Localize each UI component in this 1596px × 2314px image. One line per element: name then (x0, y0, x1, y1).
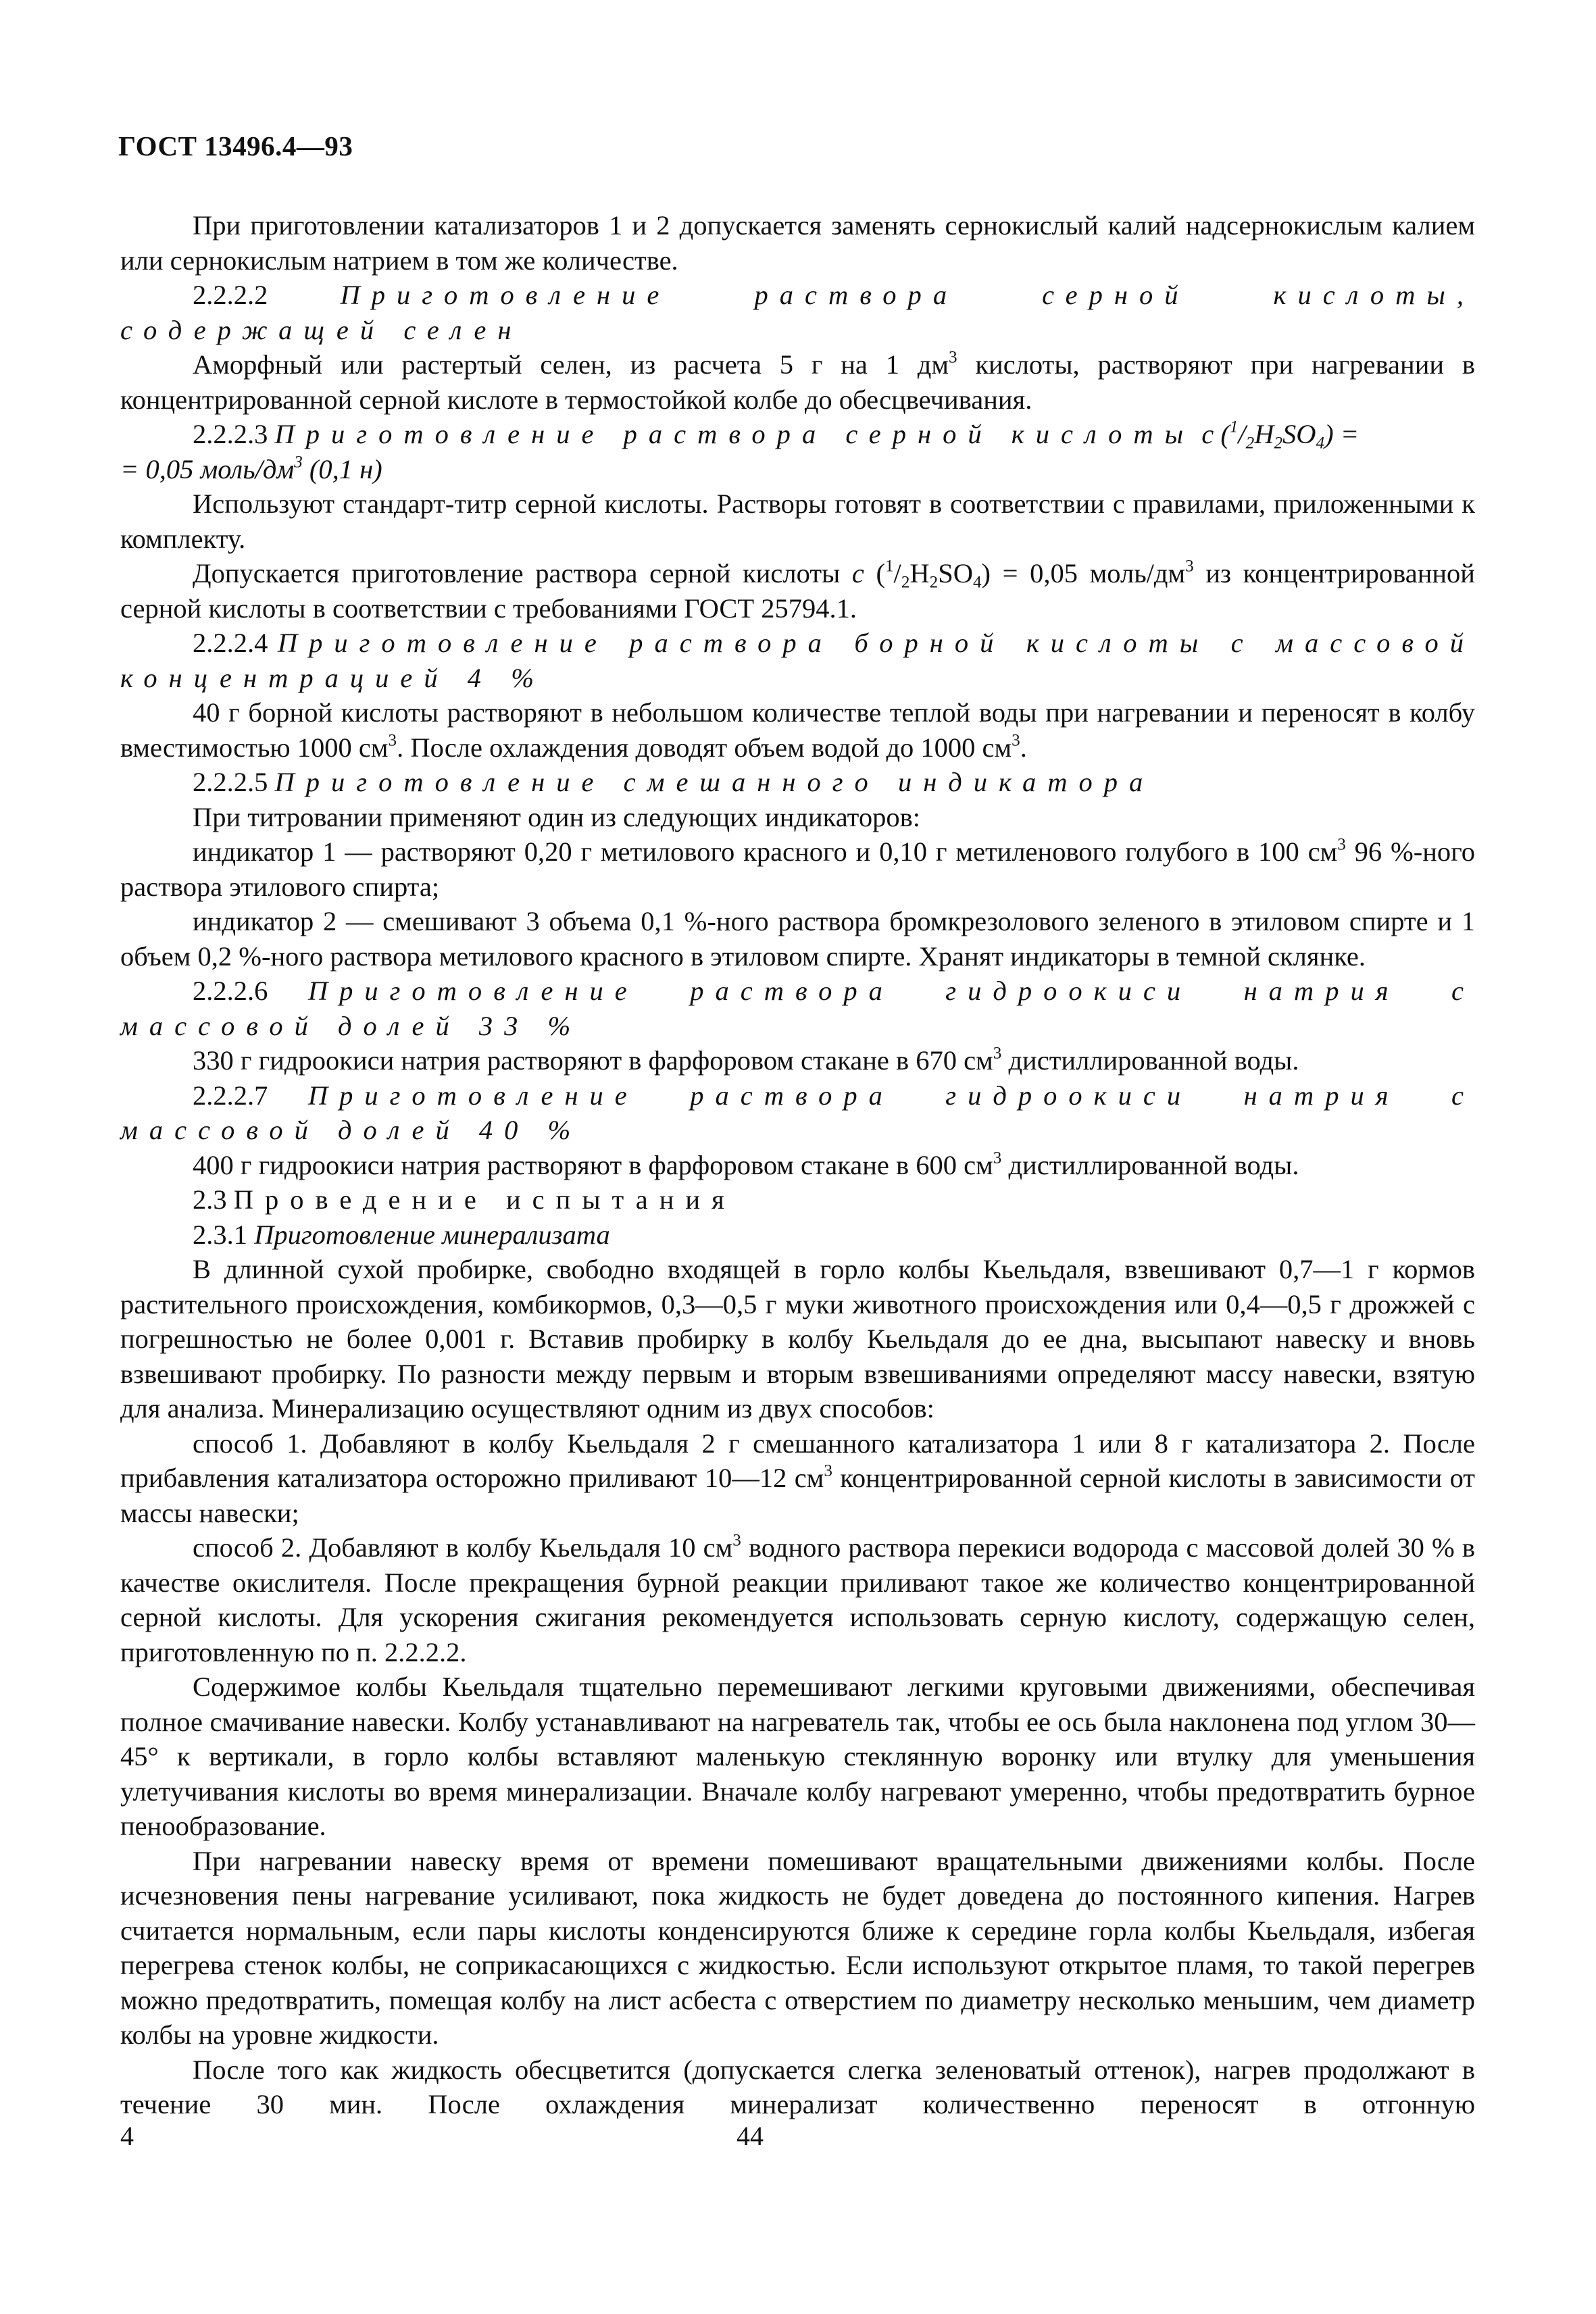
paragraph: индикатор 1 — растворяют 0,20 г метилового красного и 0,10 г метиленового голубого в 100 $см^3$ 96 %-ного раствора этилового спирта; (120, 835, 1475, 902)
section-number: 2.3.1 (193, 1219, 247, 1250)
section-heading-2-2-2-7 (120, 1078, 1475, 1148)
section-title: Приготовление раствора гидроокиси натрия с массовой долей 33 % (120, 976, 1475, 1041)
section-title: Приготовление раствора серной кислоты, содержащей селен (120, 280, 1475, 345)
section-title: Проведение испытания (233, 1184, 736, 1215)
formula: с $(^1/_2H_2SO_4)$ = (1201, 418, 1360, 453)
section-heading-2-2-2-5 (120, 765, 1475, 800)
formula-continuation: = 0,05 моль/$дм^3$ (0,1 н) (120, 453, 382, 484)
section-number: 2.2.2.6 (193, 976, 268, 1006)
section-title: Приготовление минерализата (254, 1219, 610, 1250)
section-heading-2-2-2-4 (120, 626, 1475, 695)
paragraph: способ 1. Добавляют в колбу Кьельдаля 2 г смешанного катализатора 1 или 8 г катализатора 2. После прибавления катализатора осторожно приливают 10—12 $см^3$ концентрированной серной кислоты в зависимости от массы навески; (120, 1428, 1475, 1528)
paragraph: При приготовлении катализаторов 1 и 2 допускается заменять сернокислый калий надсернокислым калием или сернокислым натрием в том же количестве. (120, 210, 1475, 276)
paragraph: 400 г гидроокиси натрия растворяют в фарфоровом стакане в 600 $см^3$ дистиллированной воды. (193, 1149, 1299, 1180)
paragraph: После того как жидкость обесцветится (допускается слегка зеленоватый оттенок), нагрев продолжают в течение 30 мин. После охлаждения минерализат количественно переносят в отгонную (120, 2054, 1475, 2119)
section-title: Приготовление раствора серной кислоты (274, 419, 1195, 449)
paragraph: Допускается приготовление раствора серной кислоты с $(^1/_2H_2SO_4) = 0,05$ моль/$дм^3$ из концентрированной серной кислоты в соответствии с требованиями ГОСТ 25794.1. (120, 557, 1475, 624)
section-heading-2-2-2-2 (120, 278, 1475, 347)
section-number: 2.2.2.2 (193, 280, 268, 310)
page-header-title: ГОСТ 13496.4—93 (118, 130, 353, 161)
section-heading-2-3-1 (120, 1217, 1475, 1253)
document-body (120, 208, 1475, 2122)
paragraph: При нагревании навеску время от времени помешивают вращательными движениями колбы. После исчезновения пены нагревание усиливают, пока жидкость не будет доведена до постоянного кипения. Нагрев считается нормальным, если пары кислоты конденсируются ближе к середине горла колбы Кьельдаля, избегая перегрева стенок колбы, не соприкасающихся с жидкостью. Если используют открытое пламя, то такой перегрев можно предотвратить, помещая колбу на лист асбеста с отверстием по диаметру несколько меньшим, чем диаметр колбы на уровне жидкости. (120, 1845, 1475, 2050)
section-number: 2.2.2.4 (193, 628, 268, 658)
paragraph: При титровании применяют один из следующих индикаторов: (193, 801, 920, 832)
paragraph: индикатор 2 — смешивают 3 объема 0,1 %-ного раствора бромкрезолового зеленого в этиловом спирте и 1 объем 0,2 %-ного раствора метилового красного в этиловом спирте. Хранят индикаторы в темной склянке. (120, 906, 1475, 972)
paragraph: Аморфный или растертый селен, из расчета 5 г на 1 $дм^3$ кислоты, растворяют при нагревании в концентрированной серной кислоте в термостойкой колбе до обесцвечивания. (120, 348, 1475, 415)
section-title: Приготовление раствора борной кислоты с массовой концентрацией 4 % (120, 628, 1476, 693)
section-title: Приготовление раствора гидроокиси натрия с массовой долей 40 % (120, 1080, 1475, 1145)
paragraph: В длинной сухой пробирке, свободно входящей в горло колбы Кьельдаля, взвешивают 0,7—1 г кормов растительного происхождения, комбикормов, 0,3—0,5 г муки животного происхождения или 0,4—0,5 г дрожжей с погрешностью не более 0,001 г. Вставив пробирку в колбу Кьельдаля до ее дна, высыпают навеску и вновь взвешивают пробирку. По разности между первым и вторым взвешиваниями определяют массу навески, взятую для анализа. Минерализацию осуществляют одним из двух способов: (120, 1254, 1475, 1424)
section-number: 2.2.2.7 (193, 1080, 268, 1111)
paragraph: Используют стандарт-титр серной кислоты. Растворы готовят в соответствии с правилами, приложенными к комплекту. (120, 488, 1475, 554)
paragraph: Содержимое колбы Кьельдаля тщательно перемешивают легкими круговыми движениями, обеспечивая полное смачивание навески. Колбу устанавливают на нагреватель так, чтобы ее ось была наклонена под углом 30—45° к вертикали, в горло колбы вставляют маленькую стеклянную воронку или втулку для уменьшения улетучивания кислоты во время минерализации. Вначале колбу нагревают умеренно, чтобы предотвратить бурное пенообразование. (120, 1671, 1475, 1841)
page-number-center: 44 (737, 2121, 764, 2151)
section-number: 2.2.2.5 (193, 767, 268, 797)
section-heading-2-2-2-6 (120, 974, 1475, 1043)
page-number-left: 4 (120, 2121, 134, 2151)
paragraph: 40 г борной кислоты растворяют в небольшом количестве теплой воды при нагревании и переносят в колбу вместимостью 1000 $см^3$. После охлаждения доводят объем водой до 1000 $см^3$. (120, 697, 1475, 763)
paragraph: способ 2. Добавляют в колбу Кьельдаля 10 $см^3$ водного раствора перекиси водорода с массовой долей 30 % в качестве окислителя. После прекращения бурной реакции приливают такое же количество концентрированной серной кислоты. Для ускорения сжигания рекомендуется использовать серную кислоту, содержащую селен, приготовленную по п. 2.2.2.2. (120, 1531, 1475, 1667)
section-number: 2.3 (193, 1184, 227, 1215)
section-heading-2-2-2-3 (120, 417, 1475, 452)
paragraph: 330 г гидроокиси натрия растворяют в фарфоровом стакане в 670 $см^3$ дистиллированной воды. (193, 1044, 1299, 1076)
section-heading-2-3 (120, 1182, 1475, 1217)
section-title: Приготовление смешанного индикатора (274, 767, 1155, 797)
section-number: 2.2.2.3 (193, 419, 268, 449)
